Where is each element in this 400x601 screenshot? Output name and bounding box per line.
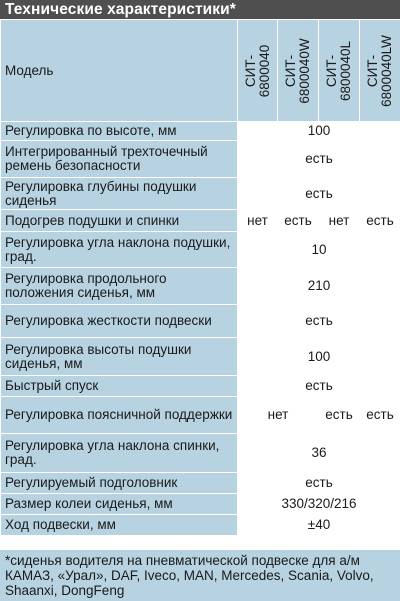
row-value: 10 [238,232,400,268]
table-row [1,338,400,376]
row-value: 36 [238,434,400,473]
row-value: есть [360,397,400,434]
row-label: Регулировка продольного положения сиденья, мм [1,268,238,305]
row-label: Подогрев подушки и спинки [1,210,238,232]
row-label: Быстрый спуск [1,376,238,397]
row-label: Регулировка глубины подушки сиденья [1,178,238,210]
row-value: есть [238,305,400,338]
row-label: Регулируемый подголовник [1,473,238,494]
row-value: есть [238,178,400,210]
row-value: 330/320/216 [238,494,400,515]
model-name: СИТ- 6800040W [283,37,312,104]
table-row [1,494,400,515]
row-value: нет [238,397,319,434]
row-value: есть [319,397,360,434]
model-label: Модель [1,20,238,122]
model-header-cell [278,20,319,122]
row-value: есть [278,210,319,232]
table-header-row [1,20,400,122]
table-row [1,515,400,536]
table-row [1,305,400,338]
row-label: Регулировка высоты подушки сиденья, мм [1,338,238,376]
spec-table [0,19,400,536]
row-label: Регулировка по высоте, мм [1,122,238,141]
model-header-cell [238,20,278,122]
table-row [1,268,400,305]
table-row [1,178,400,210]
row-value: нет [319,210,360,232]
model-name: СИТ- 6800040L [324,40,353,101]
table-row [1,397,400,434]
table-row [1,141,400,178]
model-name: СИТ- 6800040 [242,44,272,97]
row-value: 210 [238,268,400,305]
model-name: СИТ- 6800040LW [365,34,394,107]
row-value: нет [238,210,278,232]
model-header-cell [319,20,360,122]
row-label: Ход подвески, мм [1,515,238,536]
row-value: есть [360,210,400,232]
row-value: есть [238,141,400,178]
row-label: Регулировка жесткости подвески [1,305,238,338]
model-header-cell [360,20,400,122]
row-label: Регулировка угла наклона подушки, град. [1,232,238,268]
table-row [1,232,400,268]
table-row [1,434,400,473]
page-title: Технические характеристики* [0,0,400,19]
row-value: ±40 [238,515,400,536]
footnote: *сиденья водителя на пневматической подвеске для а/м КАМАЗ, «Урал», DAF, Iveco, MAN, Mercedes, Scania, Volvo, Shaanxi, DongFeng [0,550,400,601]
row-value: 100 [238,122,400,141]
row-value: есть [238,376,400,397]
table-row [1,376,400,397]
row-label: Регулировка угла наклона спинки, град. [1,434,238,473]
row-label: Регулировка поясничной поддержки [1,397,238,434]
row-label: Интегрированный трехточечный ремень безопасности [1,141,238,178]
table-row [1,210,400,232]
table-row [1,473,400,494]
row-value: есть [238,473,400,494]
table-row [1,122,400,141]
row-value: 100 [238,338,400,376]
row-label: Размер колеи сиденья, мм [1,494,238,515]
